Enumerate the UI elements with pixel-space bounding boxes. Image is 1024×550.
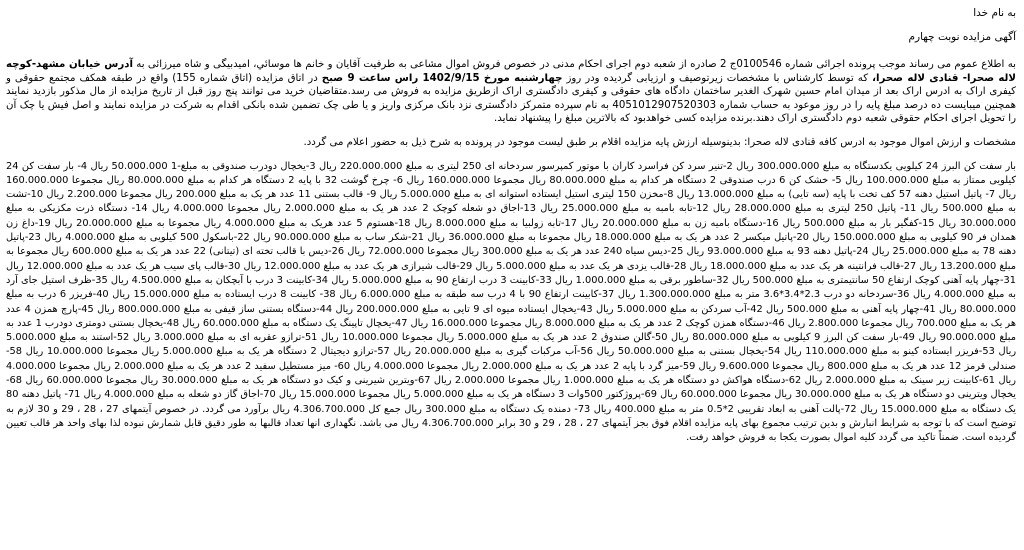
intro-address: آدرس خیابان مشهد-کوچه لاله صحرا- قنادی لاله صحرا،	[6, 59, 1016, 84]
intro-text-3: در اتاق مزایده (اتاق شماره 155) واقع در طبقه همکف مجتمع حقوقی و کیفری اراک به ادرس اراک بعد از میدان امام حسین شهرک الغدیر ساختمان دادگاه های حقوقی و کیفری دادگستری اراک ازطریق مزایده به فروش می رسد.متقاضیان خرید می توانند پنج روز قبل از تاریخ مزایده از مال مذکور بازدید نمایند همچنین میبایست ده درصد مبلغ پایه را در روز موعود به حساب شماره 4051012907520303 به نام سپرده متمرکز دادگستری نزد بانک مرکزی واریز و یا طی چک تضمین شده بانکی اقدام به شرکت در مزایده نمایند و اصل فیش یا چک آن را تحویل اجرای احکام حقوقی شعبه دوم دادگستری اراک دهند.برنده مزایده کسی خواهدبود که بالاترین مبلغ را پیشنهاد نماید.	[6, 72, 1016, 125]
items-list: بار سفت کن البرز 24 کیلویی یکدستگاه به مبلغ 300.000.000 ریال 2-تنیر سرد کن فراسرد کاران با موتور کمپرسور سردخانه ای 250 لیتری به مبلغ 220.000.000 ریال 3-یخچال دودرب صندوقی به مبلغ-1 50.000.000 ریال 4- بار سفت کن 24 کیلویی ممتاز به مبلغ 100.000.000 ریال 5- خشک کن 6 درب صندوقی 2 دستگاه هر کدام به مبلغ 80.000.000 ریال مجموعا 160.000.000 ریال 6- چرخ گوشت 32 با پایه 2 دستگاه هر کدام به مبلغ 80.000.000 ریال مجموعا 160.000.000 ریال 7- پاتیل استیل دهنه 57 کف تخت با پایه (سه تایی) به مبلغ 13.000.000 ریال 8-مخزن 150 لیتری استیل ایستاده استوانه ای به مبلغ 5.000.000 ریال 9- قالب بستنی 11 عدد هر یک به مبلغ 200.000 ریال مجموعا 2.200.000 ریال 10-تشت به مبلغ 500.000 ریال 11- پاتیل 250 لیتری به مبلغ 28.000.000 ریال 12-تابه بامبه به مبلغ 25.000.000 ریال 13-اجاق دو شعله کوچک 2 عدد هر یک به مبلغ 2.000.000 ریال مجموعا 4.000.000 ریال 14- دستگاه ذرت مکزیکی به مبلغ 30.000.000 ریال 15-کفگیر بار به مبلغ 500.000 ریال 16-دستگاه بامیه زن به مبلغ 20.000.000 ریال 17-تابه زولبیا به مبلغ 8.000.000 ریال 18-هستوم 5 عدد هریک به مبلغ 4.000.000 ریال مجموعا به مبلغ 20.000.000 ریال 19-داغ زن همدان فر 90 کیلویی به مبلغ 150.000.000 ریال 20-پاتیل میکسر 2 عدد هر یک به مبلغ 18.000.000 ریال مجموعا به مبلغ 36.000.000 ریال 21-شکر ساب به مبلغ 90.000.000 ریال 22-باسکول 500 کیلویی به مبلغ 4.000.000 ریال 23-پاتیل دهنه 78 به مبلغ 25.000.000 ریال 24-پاتیل دهنه 93 به مبلغ 93.000.000 ریال 25-دیس سیاه 240 عدد هر یک به مبلغ 300.000 ریال مجموعا 72.000.000 ریال 26-دیس با قالب تخته ای (تیتانی) 22 عدد هر یک به مبلغ 600.000 ریال مجموعا به مبلغ 13.200.000 ریال 27-قالب فرانتینه هر یک عدد به مبلغ 18.000.000 ریال 28-قالب یزدی هر یک عدد به مبلغ 5.000.000 ریال 29-قالب شیرازی هر یک عدد به مبلغ 12.000.000 ریال 30-قالب پای سیب هر یک عدد به مبلغ 12.000.000 ریال 31-چهار پایه آهنی کوچک ارتفاع 50 سانتیمتری به مبلغ 500.000 ریال 32-ساطور برقی به مبلغ 1.000.000 ریال 33-کابینت 3 درب ارتفاع 90 به مبلغ 5.000.000 ریال 34-کابینت 3 درب با آبچکان به مبلغ 4.500.000 ریال 35-ظرف استیل جای آرد به مبلغ 4.000.000 ریال 36-سردخانه دو درب 2.3*3.4*3.6 متر به مبلغ 1.300.000.000 ریال 37-کابینت ارتفاع 90 با 4 درب سه طبقه به مبلغ 6.000.000 ریال 38- کابینت 8 درب ایستاده به مبلغ 15.000.000 ریال 40-فریزر 6 درب به مبلغ 80.000.000 ریال 41-چهار پایه آهنی به مبلغ 500.000 ریال 42-آب سردکن به مبلغ 5.000.000 ریال 43-یخچال ایستاده میوه ای 9 تایی به مبلغ 200.000.000 ریال 44-دستگاه بستنی ساز قیفی به مبلغ 800.000.000 ریال 45-پارچ همزن 4 عدد هر یک به مبلغ 700.000 ریال مجموعا 2.800.000 ریال 46-دستگاه همزن کوچک 2 عدد هر یک به مبلغ 8.000.000 ریال مجموعا 16.000.000 ریال 47-یخچال تاپینگ یک دستگاه به مبلغ 60.000.000 ریال 48-یخچال بستنی دومتری دودرب 1 عدد به مبلغ 90.000.000 ریال 49-بار سفت کن البرز 9 کیلویی به مبلغ 80.000.000 ریال 50-گالن صندوق 2 عدد هر یک به مبلغ 5.000.000 ریال مجموعا 10.000.000 ریال 51-ترازو عقربه ای به مبلغ 3.000.000 ریال 52-استند به مبلغ 5.000.000 ریال 53-فریزر ایستاده کینو به مبلغ 110.000.000 ریال 54-یخچال بستنی به مبلغ 50.000.000 ریال 56-آب مرکبات گیری به مبلغ 20.000.000 ریال 57-ترازو دیجیتال 2 دستگاه هر یک به مبلغ 5.000.000 ریال مجموعا 10.000.000 ریال 58-صندلی قرمز 12 عدد هر یک به مبلغ 800.000 ریال مجموعا 9.600.000 ریال 59-میز گرد با پایه 2 عدد هر یک به مبلغ 2.000.000 ریال مجموعا 4.000.000 ریال 60- میز مستطیل سفید 2 عدد هر یک به مبلغ 2.000.000 ریال مجموعا 4.000.000 ریال 61-کابینت زیر سینک به مبلغ 2.000.000 ریال 62-دستگاه هواکش دو دستگاه هر یک به مبلغ 1.000.000 ریال مجموعا 2.000.000 ریال 67-ویترین شیرینی و کیک دو دستگاه هر یک به مبلغ 30.000.000 ریال مجموعا 60.000.000 ریال 68-یخچال ویترینی دو دستگاه هر یک به مبلغ 30.000.000 ریال مجموعا 60.000.000 ریال 69-پروژکتور 500وات 3 دستگاه هر یک به مبلغ 5.000.000 ریال مجموعا 15.000.000 ریال 70-اجاق گاز دو شعله به مبلغ 4.000.000 ریال 71- پاتیل دهنه 80 یک دستگاه به مبلغ 15.000.000 ریال 72-پالت آهنی به ابعاد تقریبی 2*0.5 متر به مبلغ 400.000 ریال 73- دمنده یک دستگاه به مبلغ 300.000 ریال جمع کل 4.306.700.000 ریال برآورد می گردد. در خصوص آیتمهای 27 ، 28 ، 29 و 30 لازم به توضیح است که با توجه به شرایط انبارش و بدین ترتیب مجموع بهای پایه مزایده اقلام فوق بجز آیتمهای 27 ، 28 ، 29 و 30 برابر 4.306.700.000 ریال می باشد. نگهداری انها تعداد قالبها به طور دقیق قابل شمارش نبوده لذا بهای واحد هر قالب تعیین گردیده است. ضمناً تاکید می گردد کلیه اموال بصورت یکجا به فروش خواهد رفت.	[6, 160, 1017, 444]
intro-text-2: که توسط کارشناس با مشخصات زیرتوصیف و ارزیابی گردیده ودر روز	[562, 72, 873, 84]
specs-intro: مشخصات و ارزش اموال موجود به ادرس کافه قنادی لاله صحرا: بدینوسیله ارزش پایه مزایده اقلام بر طبق لیست موجود در پرونده به شرح ذیل به حضور اعلام می گردد.	[303, 136, 1016, 148]
notice-title: آگهی مزایده نوبت چهارم	[908, 31, 1016, 43]
bismillah-line: به نام خدا	[973, 7, 1016, 19]
intro-paragraph	[6, 58, 1016, 126]
intro-date: چهارشنبه مورخ 1402/9/15 راس ساعت 9 صبح	[321, 72, 563, 84]
intro-text-1: به اطلاع عموم می رساند موجب پرونده اجرائی شماره 0100546ج 2 صادره از شعبه دوم اجرای احکام مدنی در خصوص فروش اموال مشاعی به طرفیت آقایان و خانم ها موسائي، امیدبیگی و شاه میرزائی به	[132, 59, 1016, 70]
